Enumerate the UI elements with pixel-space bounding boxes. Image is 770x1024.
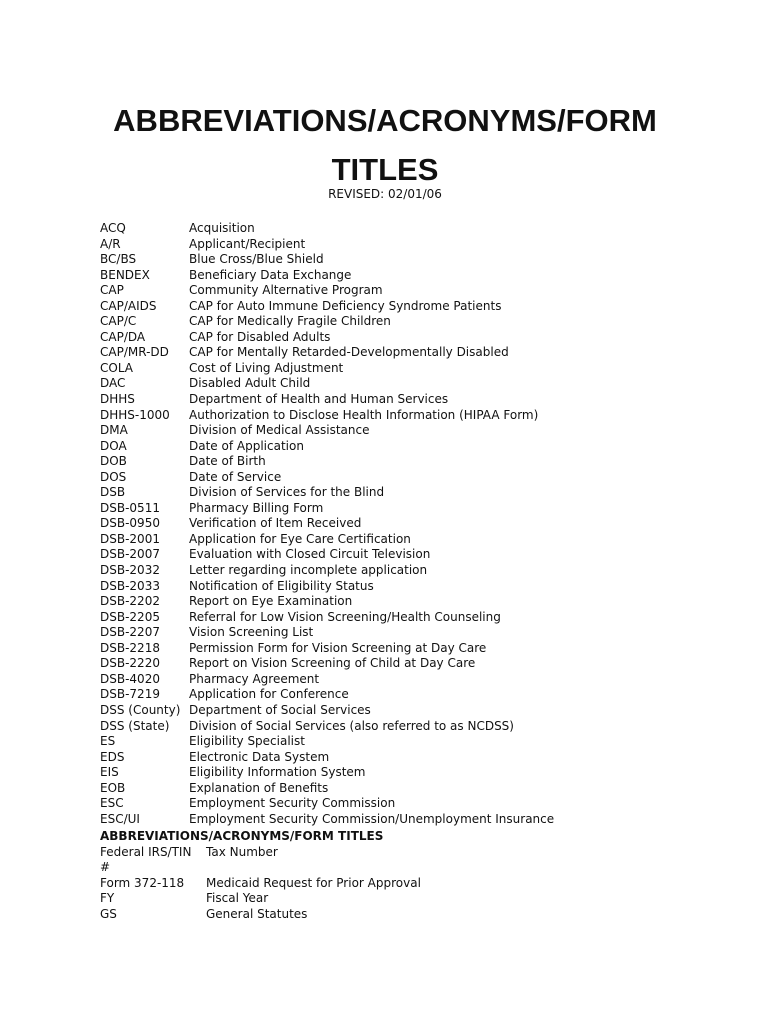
definition: Report on Eye Examination xyxy=(189,594,353,609)
abbreviation: DSB-0950 xyxy=(100,516,160,531)
definition: Referral for Low Vision Screening/Health Counseling xyxy=(189,609,501,624)
list-item xyxy=(100,656,740,672)
definition: Community Alternative Program xyxy=(189,283,383,298)
abbreviation: FY xyxy=(100,891,115,906)
list-item xyxy=(100,750,740,766)
list-item xyxy=(100,860,740,876)
page-title-line-2: TITLES xyxy=(331,152,439,187)
list-item xyxy=(100,781,740,797)
definition: Electronic Data System xyxy=(189,749,330,764)
abbreviation: CAP/MR-DD xyxy=(100,345,169,360)
definition: Disabled Adult Child xyxy=(189,376,311,391)
definition: Pharmacy Billing Form xyxy=(189,500,324,515)
abbreviation: EDS xyxy=(100,749,125,764)
list-item xyxy=(100,221,740,237)
abbreviation: Federal IRS/TIN xyxy=(100,844,192,859)
abbreviation: ACQ xyxy=(100,221,126,235)
abbreviation: DSB-2033 xyxy=(100,578,160,593)
list-item xyxy=(100,283,740,299)
abbreviation: DSB-0511 xyxy=(100,500,160,515)
list-item xyxy=(100,547,740,563)
list-item xyxy=(100,610,740,626)
definition: Division of Medical Assistance xyxy=(189,423,370,438)
list-item xyxy=(100,485,740,501)
abbreviation: DSB-2205 xyxy=(100,609,160,624)
abbreviation-list xyxy=(100,221,740,827)
continued-section xyxy=(100,829,740,922)
definition: Letter regarding incomplete application xyxy=(189,563,428,578)
abbreviation: GS xyxy=(100,906,117,921)
list-item xyxy=(100,237,740,253)
abbreviation: BENDEX xyxy=(100,267,150,282)
list-item xyxy=(100,719,740,735)
list-item xyxy=(100,361,740,377)
definition: Acquisition xyxy=(189,221,255,235)
definition: Employment Security Commission xyxy=(189,796,396,811)
list-item xyxy=(100,408,740,424)
definition: CAP for Auto Immune Deficiency Syndrome Patients xyxy=(189,298,502,313)
abbreviation: DSB-2220 xyxy=(100,656,160,671)
list-item xyxy=(100,641,740,657)
list-item xyxy=(100,703,740,719)
definition: CAP for Medically Fragile Children xyxy=(189,314,391,329)
list-item xyxy=(100,470,740,486)
list-item xyxy=(100,423,740,439)
abbreviation: DHHS xyxy=(100,392,135,407)
definition: Notification of Eligibility Status xyxy=(189,578,374,593)
definition: Date of Birth xyxy=(189,454,266,469)
abbreviation: DSB-2001 xyxy=(100,531,160,546)
abbreviation: COLA xyxy=(100,360,133,375)
list-item xyxy=(100,687,740,703)
definition: Explanation of Benefits xyxy=(189,780,329,795)
definition: Department of Health and Human Services xyxy=(189,392,449,407)
abbreviation: DSB xyxy=(100,485,126,500)
continued-abbreviation-list xyxy=(100,845,740,923)
abbreviation: ESC/UI xyxy=(100,811,140,826)
definition: Application for Eye Care Certification xyxy=(189,531,411,546)
definition: Blue Cross/Blue Shield xyxy=(189,252,324,267)
list-item xyxy=(100,392,740,408)
definition: Department of Social Services xyxy=(189,702,371,717)
list-item xyxy=(100,439,740,455)
definition: Report on Vision Screening of Child at Day Care xyxy=(189,656,476,671)
revised-date: REVISED: 02/01/06 xyxy=(328,187,442,201)
definition: Vision Screening List xyxy=(189,625,314,640)
definition: General Statutes xyxy=(206,906,308,921)
abbreviation: DSS (County) xyxy=(100,702,181,717)
abbreviation: DOB xyxy=(100,454,127,469)
definition: Evaluation with Closed Circuit Television xyxy=(189,547,431,562)
list-item xyxy=(100,314,740,330)
list-item xyxy=(100,812,740,828)
definition: Permission Form for Vision Screening at Day Care xyxy=(189,640,487,655)
definition: CAP for Mentally Retarded-Developmentally Disabled xyxy=(189,345,509,360)
abbreviation: DSB-2207 xyxy=(100,625,160,640)
abbreviation: DOS xyxy=(100,469,127,484)
abbreviation: DSS (State) xyxy=(100,718,170,733)
abbreviation: EOB xyxy=(100,780,126,795)
section-heading: ABBREVIATIONS/ACRONYMS/FORM TITLES xyxy=(100,829,384,843)
definition: Eligibility Information System xyxy=(189,765,366,780)
list-item xyxy=(100,891,740,907)
abbreviation: CAP/DA xyxy=(100,329,146,344)
definition: Verification of Item Received xyxy=(189,516,362,531)
list-item xyxy=(100,765,740,781)
list-item xyxy=(100,625,740,641)
list-item xyxy=(100,454,740,470)
list-item xyxy=(100,907,740,923)
abbreviation: DSB-2032 xyxy=(100,563,160,578)
abbreviation: DHHS-1000 xyxy=(100,407,170,422)
definition: Division of Social Services (also referred to as NCDSS) xyxy=(189,718,514,733)
list-item xyxy=(100,876,740,892)
abbreviation: ES xyxy=(100,734,116,749)
list-item xyxy=(100,516,740,532)
list-item xyxy=(100,345,740,361)
definition: Beneficiary Data Exchange xyxy=(189,267,352,282)
definition: Medicaid Request for Prior Approval xyxy=(206,875,421,890)
abbreviation: Form 372-118 xyxy=(100,875,185,890)
definition: Tax Number xyxy=(206,844,278,859)
list-item xyxy=(100,594,740,610)
list-item xyxy=(100,672,740,688)
definition: Fiscal Year xyxy=(206,891,269,906)
abbreviation: DSB-2218 xyxy=(100,640,160,655)
definition: CAP for Disabled Adults xyxy=(189,329,331,344)
definition: Eligibility Specialist xyxy=(189,734,305,749)
definition: Cost of Living Adjustment xyxy=(189,360,344,375)
list-item xyxy=(100,268,740,284)
abbreviation: DSB-7219 xyxy=(100,687,160,702)
abbreviation: DSB-2202 xyxy=(100,594,160,609)
definition: Application for Conference xyxy=(189,687,349,702)
abbreviation: CAP/AIDS xyxy=(100,298,157,313)
page-title xyxy=(0,96,770,194)
page-title-line-1: ABBREVIATIONS/ACRONYMS/FORM xyxy=(113,103,657,138)
definition: Authorization to Disclose Health Information (HIPAA Form) xyxy=(189,407,539,422)
list-item xyxy=(100,845,740,861)
abbreviation: CAP xyxy=(100,283,124,298)
abbreviation: DAC xyxy=(100,376,126,391)
abbreviation: DSB-2007 xyxy=(100,547,160,562)
abbreviation: DOA xyxy=(100,438,127,453)
abbreviation: EIS xyxy=(100,765,119,780)
list-item xyxy=(100,796,740,812)
abbreviation: DMA xyxy=(100,423,128,438)
list-item xyxy=(100,734,740,750)
definition: Division of Services for the Blind xyxy=(189,485,385,500)
abbreviation: BC/BS xyxy=(100,252,137,267)
definition: Employment Security Commission/Unemployment Insurance xyxy=(189,811,555,826)
definition: Applicant/Recipient xyxy=(189,236,306,251)
abbreviation: A/R xyxy=(100,236,121,251)
list-item xyxy=(100,501,740,517)
abbreviation: CAP/C xyxy=(100,314,137,329)
abbreviation: # xyxy=(100,860,111,875)
abbreviation: ESC xyxy=(100,796,124,811)
list-item xyxy=(100,252,740,268)
list-item xyxy=(100,299,740,315)
list-item xyxy=(100,579,740,595)
list-item xyxy=(100,330,740,346)
list-item xyxy=(100,532,740,548)
abbreviation: DSB-4020 xyxy=(100,671,160,686)
definition: Date of Service xyxy=(189,469,282,484)
definition: Pharmacy Agreement xyxy=(189,671,320,686)
definition: Date of Application xyxy=(189,438,304,453)
list-item xyxy=(100,563,740,579)
list-item xyxy=(100,376,740,392)
